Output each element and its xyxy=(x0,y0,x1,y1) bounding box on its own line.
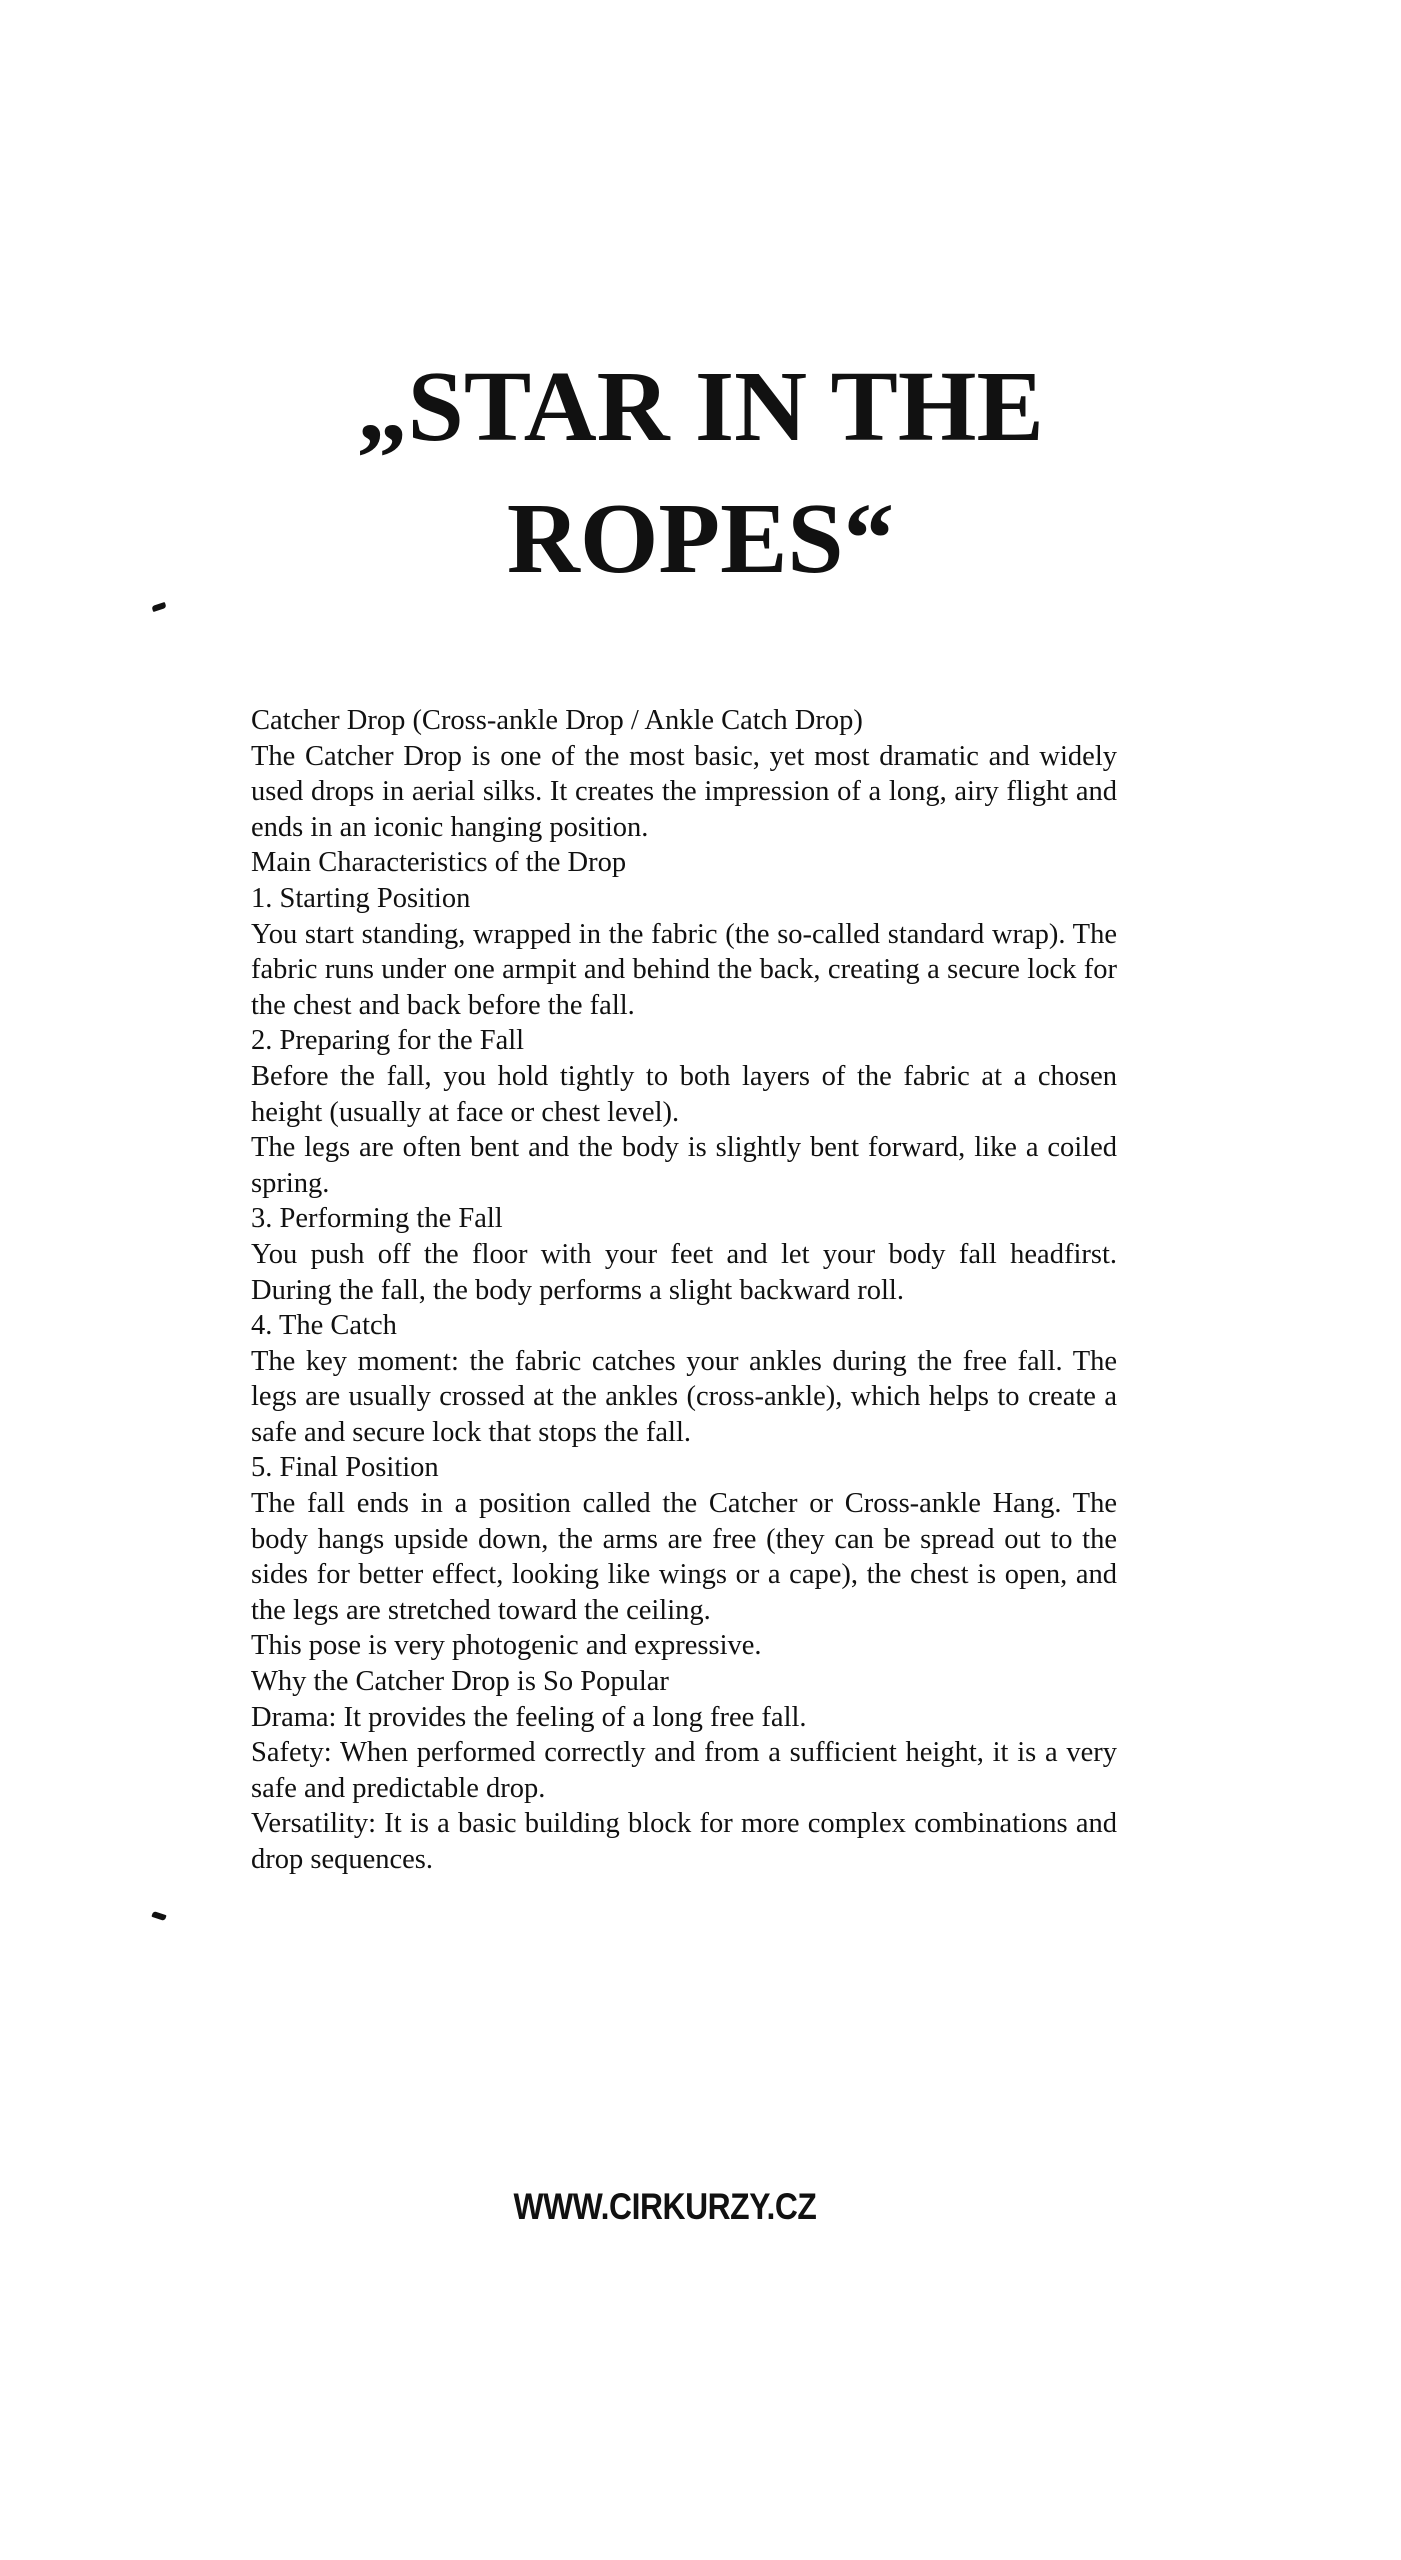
paragraph: Drama: It provides the feeling of a long free fall. xyxy=(251,1701,807,1733)
title-line-2: ROPES“ xyxy=(506,482,895,594)
paragraph: The legs are often bent and the body is slightly bent forward, like a coiled spring. xyxy=(251,1132,1117,1199)
footer-url: WWW.CIRKURZY.CZ xyxy=(513,2186,817,2227)
paragraph: Versatility: It is a basic building block for more complex combinations and drop sequences. xyxy=(251,1808,1117,1875)
section-heading: Catcher Drop (Cross-ankle Drop / Ankle Catch Drop) xyxy=(251,705,863,736)
paragraph: The fall ends in a position called the Catcher or Cross-ankle Hang. The body hangs upside down, the arms are free (they can be spread out to the sides for better effect, looking like wings or a cape), the chest is open, and the legs are stretched toward the ceiling. xyxy=(251,1488,1117,1626)
paragraph: The key moment: the fabric catches your ankles during the free fall. The legs are usually crossed at the ankles (cross-ankle), which helps to create a safe and secure lock that stops the fall. xyxy=(251,1345,1117,1448)
paragraph: The Catcher Drop is one of the most basic, yet most dramatic and widely used drops in aerial silks. It creates the impression of a long, airy flight and ends in an iconic hanging position. xyxy=(251,740,1117,843)
step-heading: 2. Preparing for the Fall xyxy=(251,1025,525,1057)
paragraph: Safety: When performed correctly and from a sufficient height, it is a very safe and predictable drop. xyxy=(251,1737,1117,1804)
paragraph: Before the fall, you hold tightly to both layers of the fabric at a chosen height (usually at face or chest level). xyxy=(251,1060,1117,1128)
paragraph: This pose is very photogenic and expressive. xyxy=(251,1630,762,1662)
page-title xyxy=(0,340,1401,604)
step-heading: 3. Performing the Fall xyxy=(251,1203,503,1235)
paragraph: You push off the floor with your feet and let your body fall headfirst. During the fall, the body performs a slight backward roll. xyxy=(251,1238,1117,1306)
body-text xyxy=(251,703,1117,1878)
section-heading: Why the Catcher Drop is So Popular xyxy=(251,1666,669,1698)
section-heading: Main Characteristics of the Drop xyxy=(251,847,627,879)
margin-mark-bottom xyxy=(151,1911,166,1921)
title-line-1: „STAR IN THE xyxy=(357,350,1044,462)
step-heading: 5. Final Position xyxy=(251,1452,439,1484)
step-heading: 1. Starting Position xyxy=(251,882,471,914)
paragraph: You start standing, wrapped in the fabric (the so-called standard wrap). The fabric runs under one armpit and behind the back, creating a secure lock for the chest and back before the fall. xyxy=(251,918,1117,1021)
step-heading: 4. The Catch xyxy=(251,1310,397,1342)
